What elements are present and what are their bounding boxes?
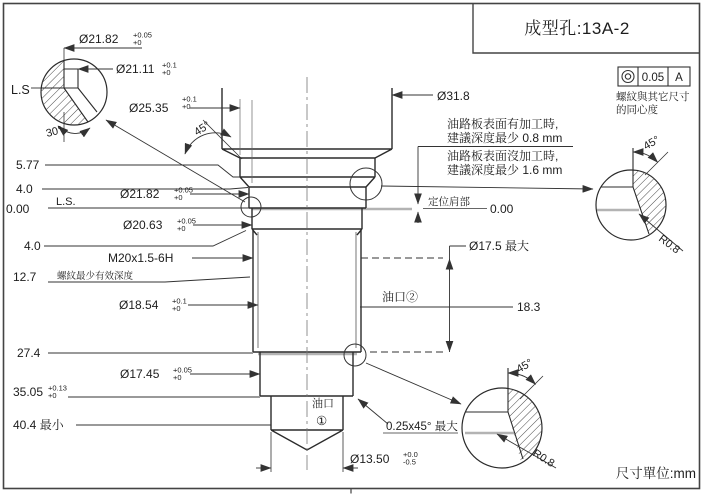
dim-dia-2063-tol-lo: +0 — [177, 224, 186, 233]
note-machined-1: 油路板表面有加工時, — [447, 117, 559, 131]
depth-27-4: 27.4 — [17, 346, 41, 360]
dim-dia-1350: Ø13.50 — [350, 452, 390, 466]
detail-dia-2535-tol-lo: +0 — [182, 102, 191, 111]
detail-dia-2535-tol-hi: +0.1 — [182, 94, 197, 104]
dim-dia-318: Ø31.8 — [437, 89, 470, 103]
detail-tr-angle: 45° — [641, 133, 662, 153]
dim-dia-1854-tol-lo: +0 — [172, 304, 181, 313]
port1-number: ① — [316, 414, 328, 428]
chamfer-max-note: 0.25x45° 最大 — [386, 421, 458, 433]
shoulder-zero: 0.00 — [490, 202, 514, 216]
dim-dia-1854-tol-hi: +0.1 — [172, 296, 187, 306]
drawing-title: 成型孔:13A-2 — [524, 19, 630, 38]
detail-view-top-right — [596, 134, 683, 257]
dim-dia-1745-tol-hi: +0.05 — [173, 365, 192, 375]
sheet-frame — [4, 4, 700, 494]
bore-dimensions — [108, 89, 470, 472]
port2-dia-max: Ø17.5 最大 — [469, 239, 530, 253]
dim-dia-1854: Ø18.54 — [119, 298, 159, 312]
note-unmachined-1: 油路板表面沒加工時, — [447, 149, 559, 163]
fcf-datum: A — [675, 72, 683, 84]
fcf-tolerance: 0.05 — [641, 72, 665, 84]
dim-dia-2182-tol-lo: +0 — [174, 193, 183, 202]
port1-label: 油口 — [312, 398, 334, 410]
port-annotations — [312, 195, 541, 433]
depth-35-05-tol-hi: +0.13 — [48, 383, 67, 393]
depth-35-05-tol-lo: +0 — [48, 391, 57, 400]
port2-height: 18.3 — [517, 300, 541, 314]
dim-dia-2182: Ø21.82 — [120, 187, 160, 201]
detail-dia-2182-tol-lo: +0 — [133, 38, 142, 47]
dim-thread: M20x1.5-6H — [108, 251, 174, 265]
dim-dia-2063: Ø20.63 — [123, 218, 163, 232]
dim-dia-1745-tol-lo: +0 — [173, 373, 182, 382]
detail-tr-radius: R0.8 — [656, 232, 682, 257]
dim-dia-1745: Ø17.45 — [120, 367, 160, 381]
port2-label: 油口② — [382, 290, 419, 304]
note-machined-2: 建議深度最少 0.8 mm — [447, 131, 563, 145]
detail-br-angle: 45° — [514, 356, 535, 376]
locating-shoulder-label: 定位肩部 — [428, 196, 470, 208]
depth-0-00: 0.00 — [6, 202, 30, 216]
datum-highlight-lines — [252, 209, 639, 433]
depth-4-0-upper: 4.0 — [16, 182, 33, 196]
detail-view-bottom-right — [462, 357, 556, 470]
detail-dia-2535: Ø25.35 — [129, 101, 169, 115]
detail-ls-angle: 30° — [44, 124, 64, 140]
note-unmachined-2: 建議深度最少 1.6 mm — [447, 163, 563, 177]
detail-dia-2182: Ø21.82 — [79, 32, 119, 46]
detail-dia-2182-tol-hi: +0.05 — [133, 30, 152, 40]
thread-depth-note: 螺紋最少有效深度 — [57, 271, 134, 282]
hidden-port-lines — [361, 258, 443, 352]
dim-chamfer-45: 45° — [192, 119, 213, 139]
detail-br-radius: R0.8 — [530, 447, 557, 470]
detail-ls-label: L.S — [11, 83, 30, 97]
dim-dia-1350-tol-lo: -0.5 — [403, 457, 416, 467]
ls-label: L.S. — [56, 196, 76, 208]
detail-dia-2111: Ø21.11 — [116, 62, 155, 76]
detail-dia-2111-tol-hi: +0.1 — [162, 60, 177, 70]
fcf-caption-2: 的同心度 — [616, 104, 658, 116]
dim-dia-1350-tol-hi: +0.0 — [403, 450, 418, 459]
units-label: 尺寸單位:mm — [615, 466, 696, 481]
body-profile — [222, 77, 443, 470]
concentricity-icon — [622, 71, 634, 83]
detail-dia-2111-tol-lo: +0 — [162, 68, 171, 77]
dim-dia-2182-tol-hi: +0.05 — [174, 185, 193, 195]
depth-12-7: 12.7 — [13, 270, 37, 284]
depth-5-77: 5.77 — [16, 158, 40, 172]
depth-4-0-lower: 4.0 — [24, 239, 41, 253]
depth-35-05: 35.05 — [13, 385, 44, 399]
dim-dia-2063-tol-hi: +0.05 — [177, 216, 196, 226]
detail-marker-ls — [241, 197, 261, 217]
depth-40-4-min: 40.4 最小 — [13, 418, 64, 432]
feature-control-frame — [616, 67, 690, 116]
fcf-caption-1: 螺紋與其它尺寸 — [616, 91, 690, 103]
